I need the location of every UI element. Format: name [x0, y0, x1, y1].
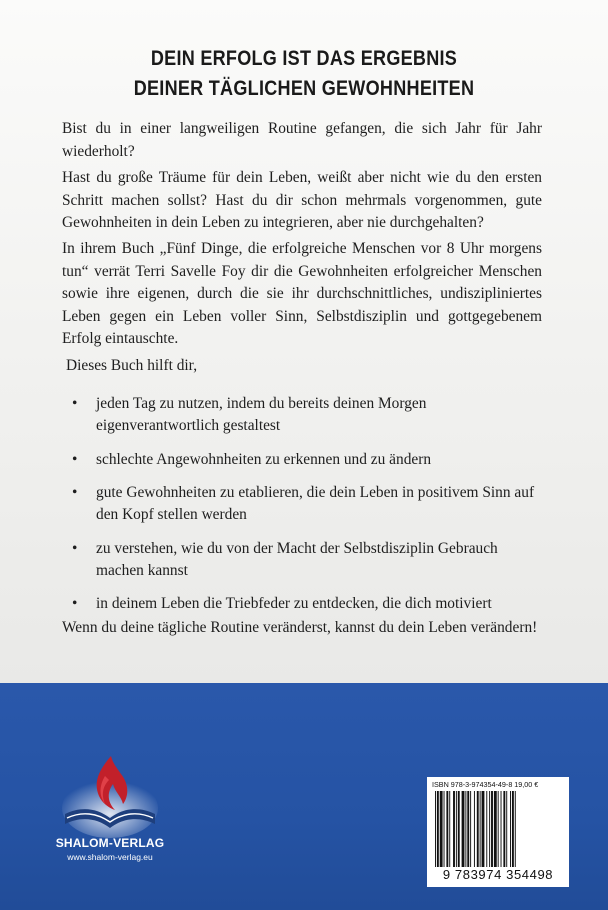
flame-book-icon — [55, 748, 165, 840]
paragraph-routine: Bist du in einer langweiligen Routine gefangen, die sich Jahr für Jahr wiederholt? — [62, 120, 542, 160]
list-item-text: zu verstehen, wie du von der Macht der Selbstdisziplin Gebrauch machen kannst — [96, 539, 498, 579]
barcode-icon — [433, 791, 563, 867]
bullet-icon: • — [72, 450, 78, 468]
bullet-icon: • — [72, 484, 78, 501]
list-item-text: jeden Tag zu nutzen, indem du bereits deinen Morgen eigenverantwortlich gestaltest — [96, 395, 427, 434]
back-cover-title — [43, 44, 566, 104]
list-item — [62, 538, 542, 582]
bullet-icon: • — [72, 595, 78, 612]
list-item — [62, 593, 542, 615]
list-item-text: gute Gewohnheiten zu etablieren, die dein Leben in positivem Sinn auf den Kopf stellen werden — [96, 484, 535, 523]
list-item — [62, 449, 542, 471]
isbn-price-label: ISBN 978-3-974354-49-8 19,00 € — [432, 780, 539, 789]
benefit-list — [62, 393, 542, 627]
title-line-1: DEIN ERFOLG IST DAS ERGEBNIS — [150, 47, 458, 70]
bullet-icon: • — [72, 539, 78, 557]
paragraph-dreams: Hast du große Träume für dein Leben, weißt aber nicht wie du den ersten Schritt machen sollst? Hast du dir schon mehrmals vorgenommen, gute Gewohnheiten in dein Leben zu integrieren, aber nie durchgehalten? — [62, 169, 542, 231]
bullets-intro: Dieses Buch hilft dir, — [66, 357, 198, 374]
publisher-url: www.shalom-verlag.eu — [67, 852, 153, 862]
publisher-name: SHALOM-VERLAG — [55, 836, 165, 850]
paragraph-closing: Wenn du deine tägliche Routine veränderst, kannst du dein Leben verändern! — [62, 619, 538, 636]
publisher-logo — [55, 748, 165, 893]
list-item — [62, 393, 542, 437]
title-line-2: DEINER TÄGLICHEN GEWOHNHEITEN — [133, 77, 475, 100]
ean-number: 9 783974 354498 — [442, 867, 554, 882]
list-item-text: in deinem Leben die Triebfeder zu entdecken, die dich motiviert — [96, 595, 492, 612]
isbn-barcode-box — [427, 777, 569, 887]
paragraph-book-summary: In ihrem Buch „Fünf Dinge, die erfolgreiche Menschen vor 8 Uhr morgens tun“ verrät Terri Savelle Foy dir die Gewohnheiten erfolgreicher Menschen sowie ihre eigenen, durch die sie ihr durchschnittliches, undiszipliniertes Leben gegen ein Leben voller Sinn, Selbstdisziplin und gottgegebenem Erfolg eintauschte. — [62, 240, 542, 347]
list-item-text: schlechte Angewohnheiten zu erkennen und zu ändern — [96, 450, 432, 468]
list-item — [62, 482, 542, 526]
bullet-icon: • — [72, 395, 78, 412]
